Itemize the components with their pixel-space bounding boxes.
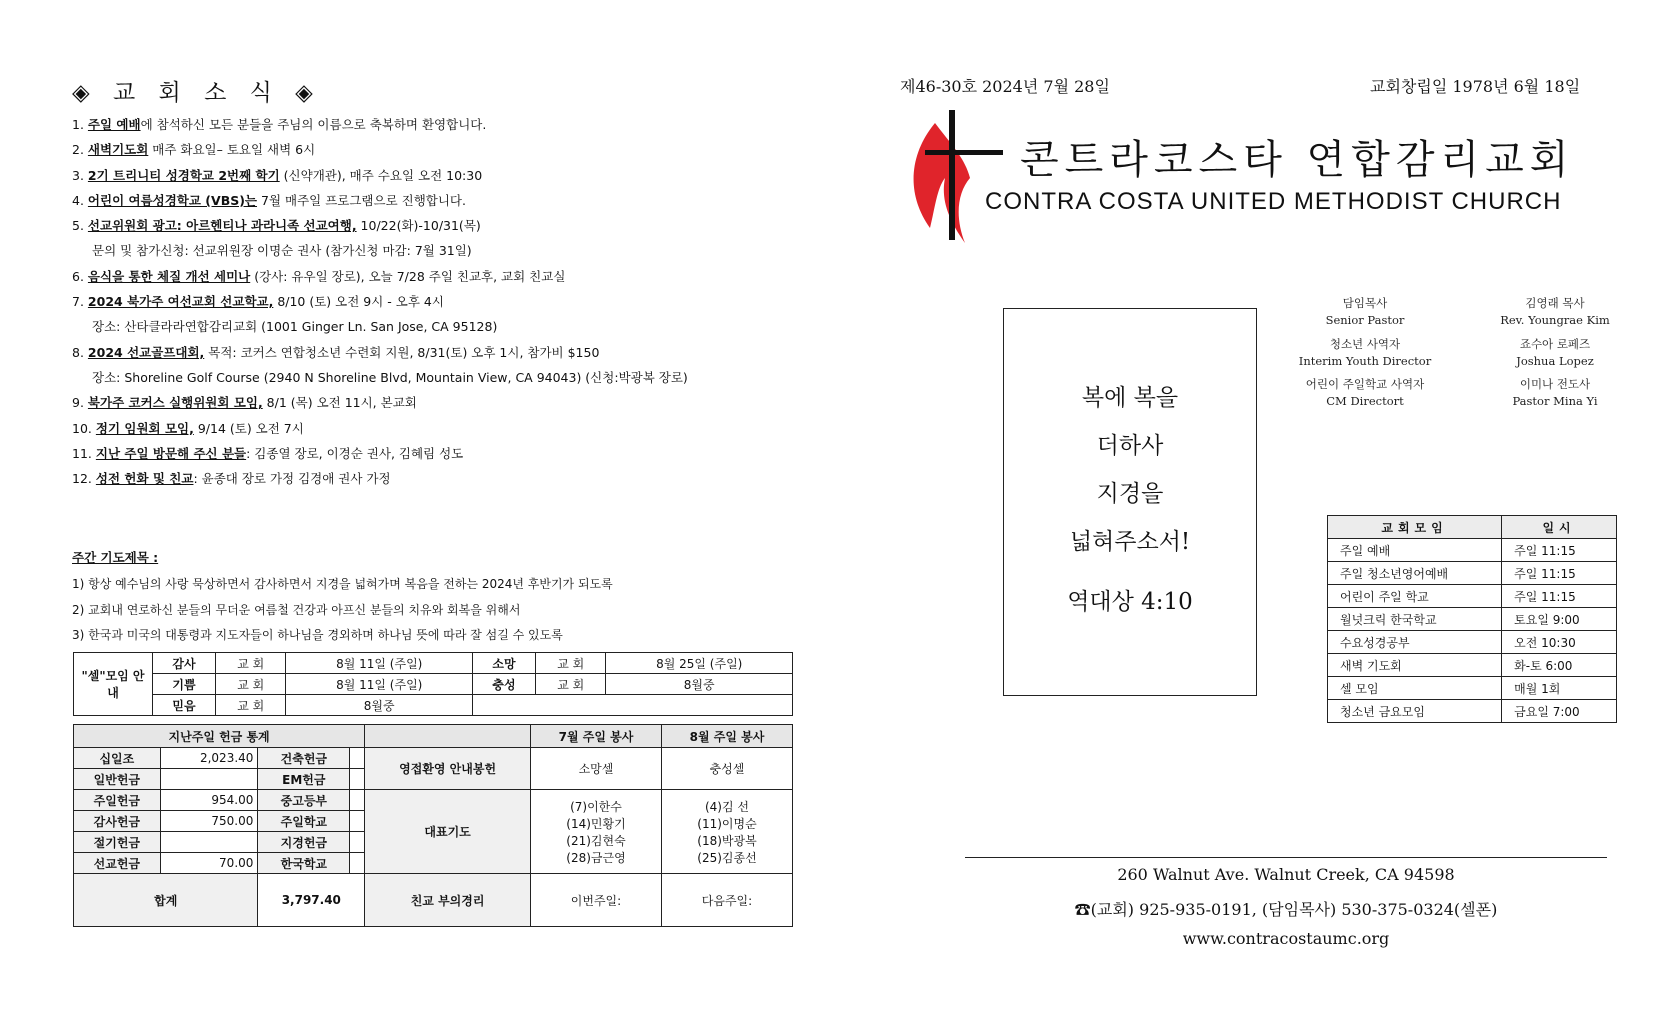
meeting-cell: 8월중 [286,695,473,716]
footer-divider [965,857,1607,858]
schedule-meeting: 청소년 금요모임 [1328,700,1502,723]
diamond-icon: ◈ [72,80,98,106]
news-title-text: 교 회 소 식 [113,80,280,106]
news-item [72,340,792,365]
meeting-cell: 교 회 [535,653,605,674]
issue-line: 제46-30호 2024년 7월 28일 [900,77,1110,96]
news-item-heading: 2024 북가주 여선교회 선교학교, [87,294,274,310]
news-item-heading: 선교위원회 광고: 아르헨티나 과라니족 선교여행, [87,218,357,234]
staff-name-youth: 죠수아 로페즈 Joshua Lopez [1516,337,1594,368]
news-item [72,238,792,263]
verse-line: 복에 복을 [1081,385,1179,411]
news-item-text: 10/22(화)-10/31(목) [356,218,481,234]
news-item [72,264,792,289]
meeting-cell: 8월중 [606,674,793,695]
news-item-number: 12. [72,471,92,487]
news-item-text: 8/1 (목) 오전 11시, 본교회 [262,395,417,411]
total-value: 3,797.40 [258,874,365,927]
staff-role-youth: 청소년 사역자 Interim Youth Director [1298,337,1432,368]
news-item-number: 4. [72,192,84,208]
verse-line: 넓혀주소서! [1069,529,1191,555]
prayer-heading: 주간 기도제목 : [72,550,159,565]
offering-title: 지난주일 헌금 통계 [74,725,365,748]
offering-label: EM헌금 [258,769,350,790]
schedule-time: 오전 10:30 [1502,631,1617,654]
news-item [72,314,792,339]
prayer-list [72,572,613,649]
offering-label: 십일조 [74,748,161,769]
meeting-cell: 충성 [472,674,535,695]
offering-amount [350,853,365,874]
schedule-meeting: 수요성경공부 [1328,631,1502,654]
offering-label: 한국학교 [258,853,350,874]
fellowship-aug: 다음주일: [661,874,792,927]
news-item-text: 8/10 (토) 오전 9시 - 오후 4시 [273,294,444,310]
schedule-row [1328,700,1617,723]
prayer-leader: (7)이한수 [570,799,622,814]
fellowship-july: 이번주일: [531,874,662,927]
greeter-aug: 충성셀 [661,748,792,790]
cross-horizontal [925,150,1003,155]
schedule-table [1327,515,1617,723]
news-item-text: 문의 및 참가신청: 선교위원장 이명순 권사 (참가신청 마감: 7월 31일) [92,243,472,259]
news-item-number: 7. [72,294,84,310]
church-name-english: CONTRA COSTA UNITED METHODIST CHURCH [985,188,1562,215]
news-item-text: 장소: Shoreline Golf Course (2940 N Shoreline Blvd, Mountain View, CA 94043) (신청:박광복 장로) [92,369,688,385]
offering-amount [350,811,365,832]
news-item-text: 9/14 (토) 오전 7시 [193,420,304,436]
staff-name-children: 이미나 전도사 Pastor Mina Yi [1512,377,1598,408]
schedule-meeting: 셀 모임 [1328,677,1502,700]
prayer-leader-aug [661,790,792,874]
offering-amount [160,769,258,790]
offering-amount: 750.00 [160,811,258,832]
news-item-text: (신약개관), 매주 수요일 오전 10:30 [279,167,483,183]
meeting-cell: 소망 [472,653,535,674]
meeting-cell: 8월 11일 (주일) [286,653,473,674]
schedule-row [1328,654,1617,677]
offering-header-row [74,725,793,748]
news-item-heading: 새벽기도회 [87,142,149,158]
meeting-row [74,695,793,716]
offering-label: 절기헌금 [74,832,161,853]
news-item-heading: 2024 선교골프대회, [87,344,205,360]
news-item-text: 7월 매주일 프로그램으로 진행합니다. [257,192,466,208]
news-item-number: 2. [72,142,84,158]
news-item-heading: 어린이 여름성경학교 (VBS)는 [87,192,258,208]
verse-box [1003,308,1257,696]
schedule-row [1328,585,1617,608]
offering-label: 주일학교 [258,811,350,832]
cross-flame-logo [905,108,1005,248]
offering-row [74,790,793,811]
schedule-time: 매월 1회 [1502,677,1617,700]
staff-role-children: 어린이 주일학교 사역자 CM Directort [1305,377,1425,408]
verse-line: 지경을 [1096,481,1164,507]
news-item [72,289,792,314]
flame-shape [914,123,970,243]
schedule-time: 주일 11:15 [1502,585,1617,608]
news-item [72,466,792,491]
schedule-row [1328,631,1617,654]
news-item-number: 6. [72,268,84,284]
offering-label: 주일헌금 [74,790,161,811]
prayer-item: 3) 한국과 미국의 대통령과 지도자들이 하나님을 경외하며 하나님 뜻에 따라 잘 섬길 수 있도록 [72,628,563,642]
prayer-item: 1) 항상 예수님의 사랑 묵상하면서 감사하면서 지경을 넓혀가며 복음을 전하는 2024년 후반기가 되도록 [72,577,613,591]
offering-label: 중고등부 [258,790,350,811]
footer-phone: ☎(교회) 925-935-0191, (담임목사) 530-375-0324(셀폰) [1074,900,1498,919]
cell-meeting-table [73,652,793,716]
news-item [72,188,792,213]
news-item-text: : 윤종대 장로 가정 김경애 권사 가정 [193,471,391,487]
schedule-row [1328,562,1617,585]
prayer-leader: (18)박광복 [697,833,757,848]
founded-line: 교회창립일 1978년 6월 18일 [1370,77,1581,96]
offering-amount [350,748,365,769]
news-item-heading: 정기 임원회 모임, [95,420,194,436]
schedule-time: 토요일 9:00 [1502,608,1617,631]
meeting-cell: 교 회 [216,653,286,674]
staff-role-senior: 담임목사 Senior Pastor [1325,296,1405,327]
offering-label: 지경헌금 [258,832,350,853]
news-item-heading: 음식을 통한 체질 개선 세미나 [87,268,251,284]
offering-amount: 2,023.40 [160,748,258,769]
schedule-row [1328,677,1617,700]
news-item-heading: 주일 예배 [87,117,141,132]
meeting-cell: 감사 [153,653,216,674]
news-item-number: 3. [72,167,84,183]
verse-line: 더하사 [1096,433,1164,459]
schedule-meeting: 주일 청소년영어예배 [1328,562,1502,585]
news-title [72,74,321,107]
meeting-cell: 교 회 [216,695,286,716]
offering-amount: 954.00 [160,790,258,811]
total-label: 합계 [74,874,258,927]
footer-website[interactable]: www.contracostaumc.org [1182,929,1390,948]
meeting-cell: 믿음 [153,695,216,716]
meeting-row [74,674,793,695]
news-item-number: 5. [72,218,84,234]
offering-label: 일반헌금 [74,769,161,790]
schedule-head-time: 일시 [1502,516,1617,539]
news-item-text: (강사: 유우일 장로), 오늘 7/28 주일 친교후, 교회 친교실 [250,268,566,284]
greeter-july: 소망셀 [531,748,662,790]
staff-name-senior: 김영래 목사 Rev. Youngrae Kim [1500,296,1610,327]
offering-table [73,724,793,927]
offering-amount [160,832,258,853]
news-item-heading: 북가주 코커스 실행위원회 모임, [87,395,263,411]
news-item [72,213,792,238]
news-item-number: 1. [72,117,84,132]
news-item-text: 매주 화요일– 토요일 새벽 6시 [148,142,316,158]
offering-label: 선교헌금 [74,853,161,874]
prayer-leader: (14)민황기 [566,816,626,831]
prayer-leader: (4)김 선 [704,799,749,814]
schedule-time: 화-토 6:00 [1502,654,1617,677]
news-item-number: 11. [72,445,92,461]
july-service-head: 7월 주일 봉사 [531,725,662,748]
service-blank-head [365,725,531,748]
meeting-row [74,653,793,674]
meeting-cell: 교 회 [216,674,286,695]
meeting-cell: 8월 25일 (주일) [606,653,793,674]
offering-label: 감사헌금 [74,811,161,832]
news-item-number: 10. [72,420,92,436]
news-item-number: 9. [72,395,84,411]
news-item-text: 에 참석하신 모든 분들을 주님의 이름으로 축복하며 환영합니다. [140,117,487,132]
news-item [72,441,792,466]
schedule-time: 주일 11:15 [1502,562,1617,585]
news-list [72,112,792,491]
news-item [72,416,792,441]
offering-amount [350,790,365,811]
news-item [72,365,792,390]
news-item [72,137,792,162]
offering-amount: 70.00 [160,853,258,874]
schedule-meeting: 어린이 주일 학교 [1328,585,1502,608]
meeting-cell: 기쁨 [153,674,216,695]
verse-reference: 역대상 4:10 [1067,589,1193,615]
prayer-leader-july [531,790,662,874]
prayer-leader: (28)금근영 [566,850,626,865]
schedule-meeting: 주일 예배 [1328,539,1502,562]
news-item-text: 목적: 코커스 연합청소년 수련회 지원, 8/31(토) 오후 1시, 참가비 $150 [204,344,600,360]
news-item-text: 장소: 산타클라라연합감리교회 (1001 Ginger Ln. San Jose, CA 95128) [92,319,498,335]
schedule-meeting: 월넛크릭 한국학교 [1328,608,1502,631]
news-item-heading: 지난 주일 방문해 주신 분들 [95,445,247,461]
news-item-number: 8. [72,344,84,360]
fellowship-label: 친교 부의경리 [365,874,531,927]
diamond-icon: ◈ [295,80,321,106]
schedule-head-meeting: 교회모임 [1328,516,1502,539]
cross-vertical [949,110,955,240]
schedule-meeting: 새벽 기도회 [1328,654,1502,677]
prayer-item: 2) 교회내 연로하신 분들의 무더운 여름철 건강과 아프신 분들의 치유와 회복을 위해서 [72,602,521,617]
church-name-korean: 콘트라코스타 연합감리교회 [1020,137,1575,183]
schedule-time: 주일 11:15 [1502,539,1617,562]
schedule-row [1328,539,1617,562]
news-item-heading: 2기 트리니티 성경학교 2번째 학기 [87,167,280,183]
news-item [72,390,792,415]
prayer-leader-label: 대표기도 [365,790,531,874]
prayer-leader: (21)김현숙 [566,833,626,848]
news-item [72,163,792,188]
greeter-label: 영접환영 안내봉헌 [365,748,531,790]
meeting-cell: 교 회 [535,674,605,695]
schedule-row [1328,608,1617,631]
offering-amount [350,832,365,853]
news-item [72,112,792,137]
offering-label: 건축헌금 [258,748,350,769]
offering-row [74,748,793,769]
prayer-leader: (25)김종선 [697,850,757,865]
offering-total-row [74,874,793,927]
meeting-cell: 8월 11일 (주일) [286,674,473,695]
meeting-title: "셀"모임 안내 [74,653,153,716]
news-item-text: : 김종열 장로, 이경순 권사, 김혜림 성도 [246,445,464,461]
schedule-time: 금요일 7:00 [1502,700,1617,723]
news-item-heading: 성전 헌화 및 친교 [95,471,194,487]
prayer-leader: (11)이명순 [697,816,757,831]
aug-service-head: 8월 주일 봉사 [661,725,792,748]
offering-amount [350,769,365,790]
meeting-cell-empty [472,695,792,716]
footer-address: 260 Walnut Ave. Walnut Creek, CA 94598 [1117,865,1455,884]
